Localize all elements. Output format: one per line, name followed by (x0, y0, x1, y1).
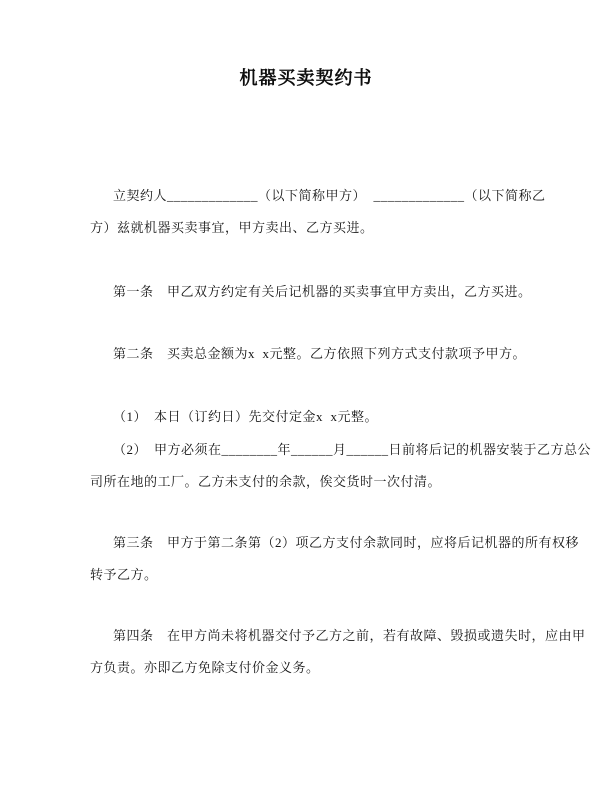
preamble-line-1: 立契约人_____________（以下简称甲方） _____________（以下简称乙 (113, 188, 546, 203)
payment-item-2-line-2: 司所在地的工厂。乙方未支付的余款，俟交货时一次付清。 (90, 474, 442, 489)
payment-item-1-line-1: （1） 本日（订约日）先交付定金x x元整。 (113, 409, 379, 424)
document-title: 机器买卖契约书 (239, 68, 373, 89)
article-1-line-1: 第一条 甲乙双方约定有关后记机器的买卖事宜甲方卖出，乙方买进。 (113, 284, 532, 299)
paragraph-article-3 (90, 527, 580, 591)
preamble-line-2: 方）兹就机器买卖事宜，甲方卖出、乙方买进。 (90, 220, 374, 235)
payment-item-2-line-1: （2） 甲方必须在________年______月______日前将后记的机器安装于乙方总公 (113, 442, 592, 457)
article-3-line-1: 第三条 甲方于第二条第（2）项乙方支付余款同时，应将后记机器的所有权移 (113, 535, 580, 550)
article-4-line-1: 第四条 在甲方尚未将机器交付予乙方之前，若有故障、毁损或遗失时，应由甲 (113, 628, 586, 643)
paragraph-preamble (90, 180, 546, 244)
paragraph-article-4 (90, 620, 586, 684)
paragraph-payment-item-2 (90, 434, 592, 498)
article-4-line-2: 方负责。亦即乙方免除支付价金义务。 (90, 660, 320, 675)
paragraph-payment-item-1 (90, 401, 522, 433)
paragraph-article-2 (90, 338, 527, 370)
paragraph-article-1 (90, 276, 532, 308)
article-3-line-2: 转予乙方。 (90, 567, 158, 582)
article-2-line-1: 第二条 买卖总金额为x x元整。乙方依照下列方式支付款项予甲方。 (113, 346, 527, 361)
